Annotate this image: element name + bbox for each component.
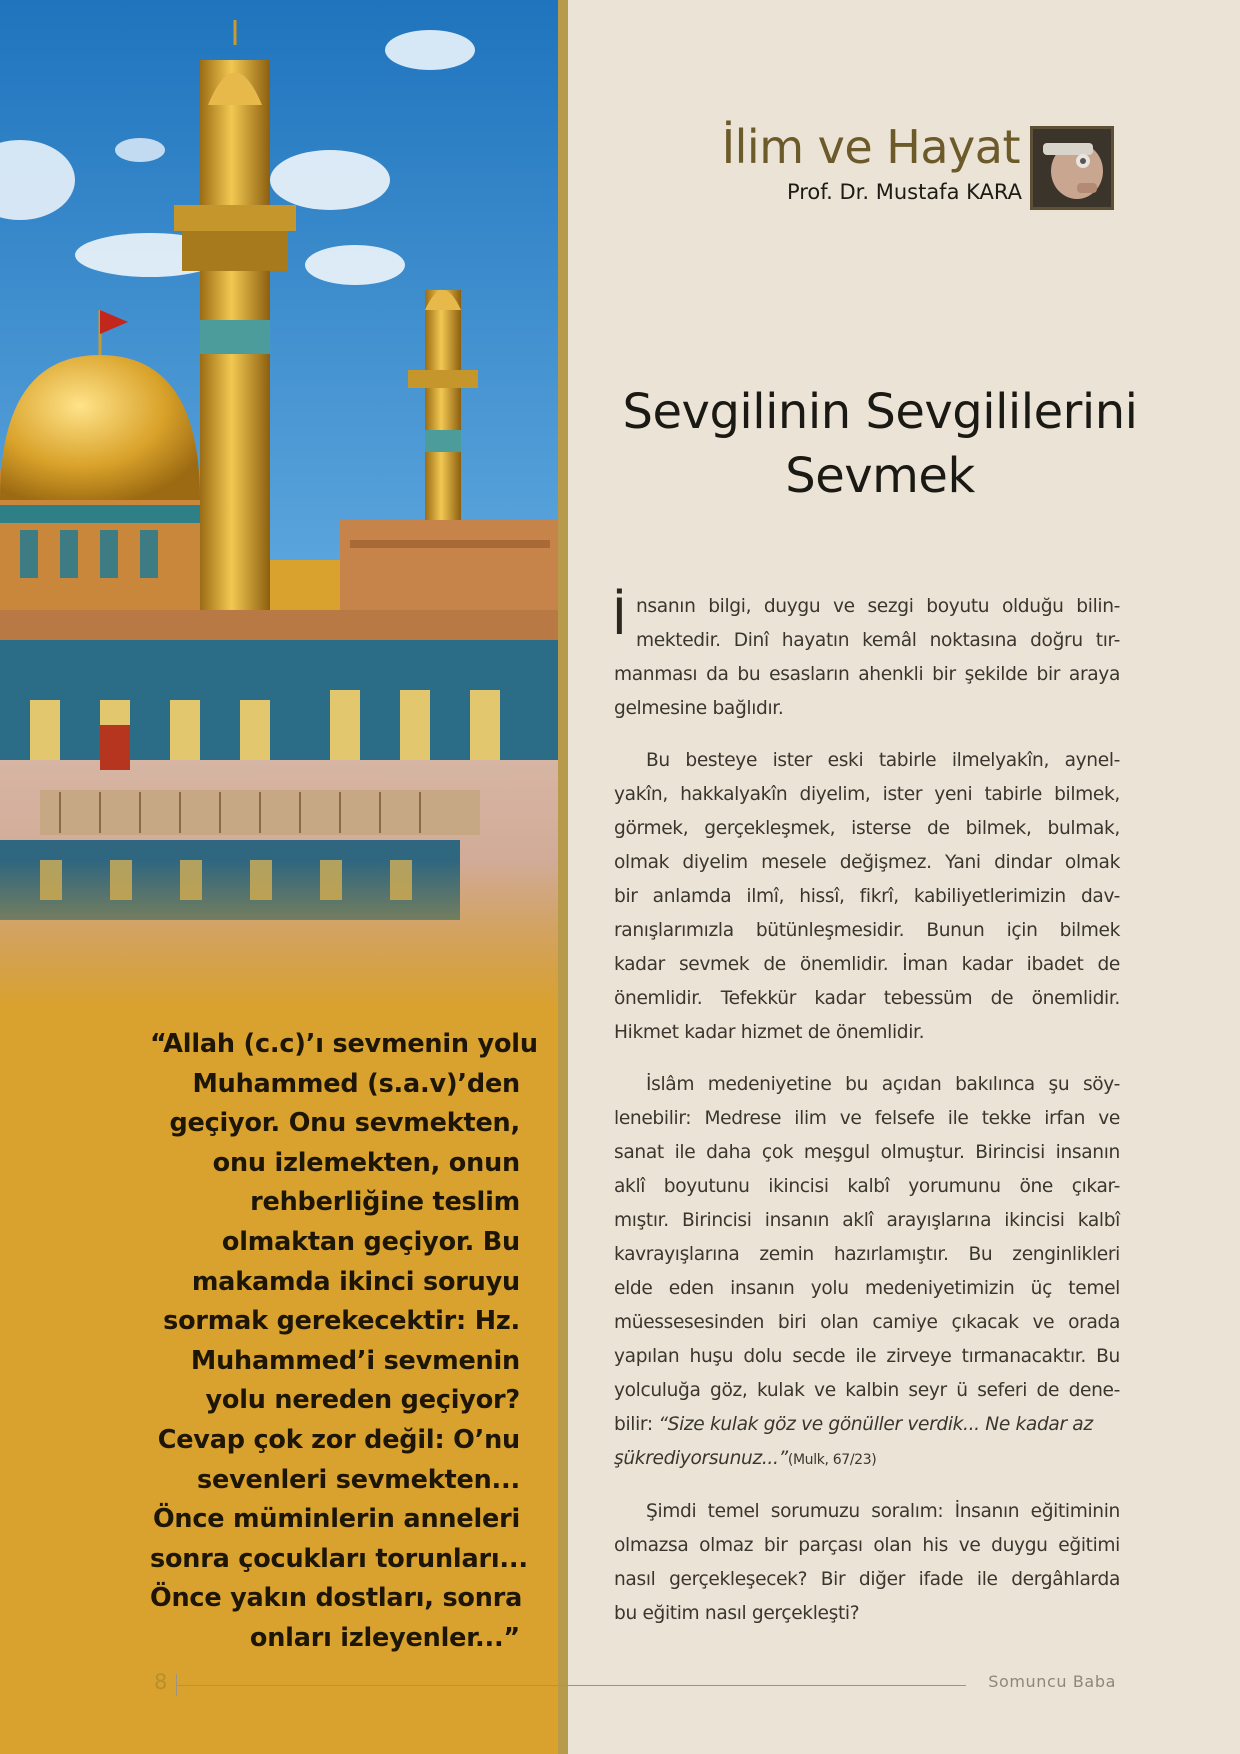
text-line: ranışlarımızla bütünleşmesidir. Bunun için bilmek: [614, 920, 1120, 941]
shrine-photo: [0, 0, 558, 1010]
text-line: lenebilir: Medrese ilim ve felsefe ile tekke irfan ve: [614, 1108, 1120, 1129]
pull-quote-line: Muhammed (s.a.v)’den: [192, 1068, 520, 1099]
pull-quote-line: onları izleyenler...”: [249, 1622, 520, 1653]
pull-quote-line: sonra çocukları torunları...: [150, 1543, 528, 1574]
text-line: önemlidir. Tefekkür kadar tebessüm de önemlidir.: [614, 988, 1120, 1009]
text-line: bu eğitim nasıl gerçekleşti?: [614, 1603, 860, 1624]
text-line: olmazsa olmaz bir parçası olan his ve duygu eğitimi: [614, 1535, 1120, 1556]
text-line: manması da bu esasların ahenkli bir şekilde bir araya: [614, 664, 1120, 685]
text-line: Şimdi temel sorumuzu soralım: İnsanın eğitiminin: [646, 1501, 1120, 1522]
pull-quote-line: geçiyor. Onu sevmekten,: [169, 1108, 520, 1139]
paragraph: [614, 1068, 1120, 1477]
pull-quote-line: Önce yakın dostları, sonra: [150, 1583, 523, 1614]
page-number: 8: [154, 1670, 168, 1694]
quran-quote-end: şükrediyorsunuz...”: [614, 1448, 788, 1469]
article-title-line: Sevgilinin Sevgililerini: [622, 384, 1138, 440]
text-line: yakîn, hakkalyakîn diyelim, ister yeni tabirle bilmek,: [614, 784, 1120, 805]
quote-reference: (Mulk, 67/23): [787, 1452, 877, 1468]
quran-quote: “Size kulak göz ve gönüller verdik... Ne kadar az: [658, 1414, 1093, 1435]
text-line: nasıl gerçekleşecek? Bir diğer ifade ile dergâhlarda: [614, 1569, 1120, 1590]
text-line: yapılan huşu dolu secde ile zirveye tırmanacaktır. Bu: [614, 1346, 1120, 1367]
pull-quote-line: Önce müminlerin anneleri: [152, 1504, 520, 1535]
text-line: elde eden insanın yolu medeniyetimizin üç temel: [614, 1278, 1120, 1299]
text-line: İslâm medeniyetine bu açıdan bakılınca şu söy-: [646, 1074, 1120, 1095]
pull-quote-line: “Allah (c.c)’ı sevmenin yolu: [150, 1029, 538, 1059]
text-line: mıştır. Birincisi insanın aklî arayışlarına ikincisi kalbî: [614, 1210, 1120, 1231]
author-name: Prof. Dr. Mustafa KARA: [786, 180, 1022, 204]
pull-quote-line: sevenleri sevmekten...: [197, 1464, 520, 1495]
pull-quote-line: yolu nereden geçiyor?: [205, 1385, 520, 1416]
left-column: [0, 0, 558, 1754]
text-line: olmak diyelim mesele değişmez. Yani dindar olmak: [614, 852, 1120, 873]
section-title: İlim ve Hayat: [721, 120, 1020, 174]
quote-line: [614, 1442, 1120, 1477]
text-line: gelmesine bağlıdır.: [614, 698, 784, 719]
column-divider: [558, 0, 568, 1754]
text-line: müessesesinden biri olan camiye çıkacak ve orada: [614, 1312, 1120, 1333]
paragraph: [614, 590, 1120, 726]
author-photo: [1030, 126, 1114, 210]
text-line: kavrayışlarına zemin hazırlamıştır. Bu zenginlikleri: [614, 1244, 1120, 1265]
magazine-name: Somuncu Baba: [988, 1672, 1116, 1691]
text-line: mektedir. Dinî hayatın kemâl noktasına doğru tır-: [636, 630, 1120, 651]
text-line: nsanın bilgi, duygu ve sezgi boyutu olduğu bilin-: [636, 596, 1120, 617]
article-title: [600, 380, 1160, 508]
drop-cap: İ: [612, 588, 627, 646]
text-line: aklî boyutunu ikincisi kalbî yorumunu öne çıkar-: [614, 1176, 1120, 1197]
text-line: sanat ile daha çok meşgul olmuştur. Birincisi insanın: [614, 1142, 1120, 1163]
paragraph: [614, 1495, 1120, 1631]
article-title-line: Sevmek: [785, 448, 975, 504]
paragraph: [614, 744, 1120, 1050]
article-body: [614, 590, 1120, 1649]
quote-prefix: bilir:: [614, 1414, 659, 1435]
text-line: görmek, gerçekleşmek, isterse de bilmek, bulmak,: [614, 818, 1120, 839]
pull-quote-line: sormak gerekecektir: Hz.: [163, 1306, 520, 1337]
pull-quote: [150, 1025, 538, 1659]
text-line: Hikmet kadar hizmet de önemlidir.: [614, 1022, 925, 1043]
text-line: bir anlamda ilmî, hissî, fikrî, kabiliyetlerimizin dav-: [614, 886, 1120, 907]
pull-quote-line: makamda ikinci soruyu: [191, 1266, 520, 1297]
text-line: Bu besteye ister eski tabirle ilmelyakîn, aynel-: [646, 750, 1120, 771]
text-line: kadar sevmek de önemlidir. İman kadar ibadet de: [614, 954, 1120, 975]
pull-quote-line: Cevap çok zor değil: O’nu: [157, 1424, 520, 1455]
footer-rule: [176, 1685, 966, 1686]
pull-quote-line: Muhammed’i sevmenin: [190, 1345, 520, 1376]
pull-quote-line: onu izlemekten, onun: [212, 1147, 520, 1178]
quote-line: [614, 1408, 1120, 1442]
pull-quote-line: rehberliğine teslim: [250, 1187, 520, 1218]
text-line: yolculuğa göz, kulak ve kalbin seyr ü seferi de dene-: [614, 1380, 1120, 1401]
pull-quote-line: olmaktan geçiyor. Bu: [221, 1226, 520, 1257]
